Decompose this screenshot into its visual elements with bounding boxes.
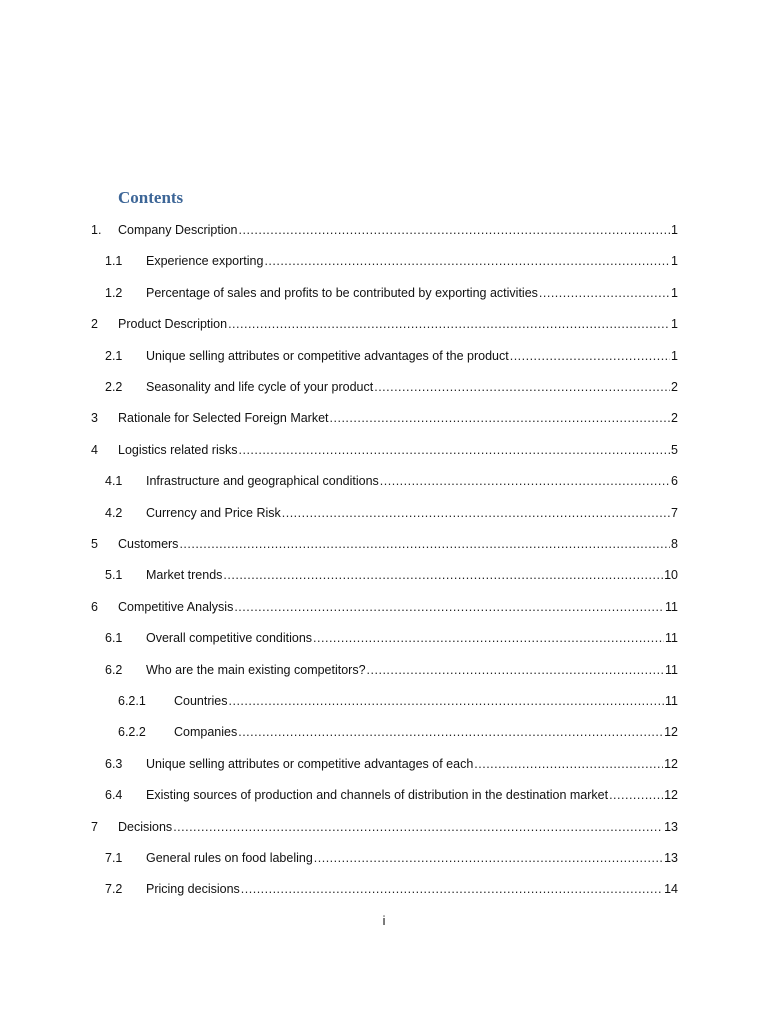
toc-dot-leader	[264, 252, 670, 270]
toc-entry[interactable]	[0, 409, 768, 427]
toc-entry-number: 7	[91, 820, 98, 834]
toc-entry[interactable]	[0, 315, 768, 333]
toc-entry-page[interactable]: 1	[671, 223, 678, 237]
toc-dot-leader	[314, 849, 663, 867]
toc-entry[interactable]	[0, 818, 768, 836]
toc-dot-leader	[539, 284, 670, 302]
toc-entry-number: 1.	[91, 223, 102, 237]
toc-entry-number: 7.2	[105, 882, 123, 896]
toc-entry-number: 5	[91, 537, 98, 551]
toc-dot-leader	[223, 566, 663, 584]
toc-entry-number: 6	[91, 600, 98, 614]
toc-entry-number: 5.1	[105, 568, 123, 582]
toc-entry-title[interactable]: Countries	[174, 694, 228, 708]
toc-dot-leader	[229, 692, 665, 710]
toc-entry-title[interactable]: Decisions	[118, 820, 173, 834]
toc-entry-page[interactable]: 5	[671, 443, 678, 457]
toc-entry[interactable]	[0, 755, 768, 773]
toc-entry[interactable]	[0, 504, 768, 522]
toc-entry-number: 4.1	[105, 474, 123, 488]
toc-entry-title[interactable]: Seasonality and life cycle of your product	[146, 380, 374, 394]
toc-heading: Contents	[118, 188, 184, 207]
toc-entry-title[interactable]: Companies	[174, 725, 238, 739]
toc-entry-number: 7.1	[105, 851, 123, 865]
toc-entry-page[interactable]: 2	[671, 411, 678, 425]
toc-entry[interactable]	[0, 598, 768, 616]
toc-dot-leader	[239, 221, 671, 239]
toc-entry-number: 6.2.1	[118, 694, 146, 708]
toc-entry-title[interactable]: Infrastructure and geographical conditions	[146, 474, 379, 488]
toc-entry-title[interactable]: Unique selling attributes or competitive advantages of each	[146, 757, 474, 771]
toc-entry-title[interactable]: Percentage of sales and profits to be contributed by exporting activities	[146, 286, 538, 300]
toc-entry-number: 1.1	[105, 254, 123, 268]
toc-entry-title[interactable]: Pricing decisions	[146, 882, 240, 896]
toc-entry-number: 6.2.2	[118, 725, 146, 739]
toc-entry-page[interactable]: 12	[664, 757, 678, 771]
toc-dot-leader	[609, 786, 663, 804]
toc-entry-page[interactable]: 8	[671, 537, 678, 551]
toc-entry[interactable]	[0, 692, 768, 710]
toc-entry-page[interactable]: 1	[671, 349, 678, 363]
toc-entry-title[interactable]: General rules on food labeling	[146, 851, 313, 865]
toc-entry[interactable]	[0, 566, 768, 584]
toc-dot-leader	[179, 535, 670, 553]
toc-entry-page[interactable]: 2	[671, 380, 678, 394]
toc-entry-number: 2.2	[105, 380, 123, 394]
toc-entry[interactable]	[0, 378, 768, 396]
toc-dot-leader	[238, 723, 663, 741]
toc-entry[interactable]	[0, 629, 768, 647]
toc-entry-page[interactable]: 10	[664, 568, 678, 582]
toc-entry[interactable]	[0, 723, 768, 741]
toc-entry-page[interactable]: 12	[664, 725, 678, 739]
toc-entry-title[interactable]: Existing sources of production and channels of distribution in the destination market	[146, 788, 609, 802]
toc-entry-page[interactable]: 14	[664, 882, 678, 896]
toc-dot-leader	[239, 441, 671, 459]
toc-entry[interactable]	[0, 347, 768, 365]
toc-entry-title[interactable]: Unique selling attributes or competitive advantages of the product	[146, 349, 509, 363]
toc-entry[interactable]	[0, 849, 768, 867]
toc-entry-number: 6.1	[105, 631, 123, 645]
toc-entry-title[interactable]: Who are the main existing competitors?	[146, 663, 366, 677]
toc-dot-leader	[380, 472, 670, 490]
toc-entry-page[interactable]: 13	[664, 851, 678, 865]
toc-entry[interactable]	[0, 535, 768, 553]
toc-entry-page[interactable]: 1	[671, 254, 678, 268]
toc-entry-page[interactable]: 1	[671, 286, 678, 300]
toc-entry-page[interactable]: 11	[665, 663, 678, 677]
page-number-footer: i	[382, 914, 386, 928]
toc-entry-page[interactable]: 7	[671, 506, 678, 520]
toc-entry-title[interactable]: Experience exporting	[146, 254, 264, 268]
toc-entry[interactable]	[0, 284, 768, 302]
toc-entry-number: 6.3	[105, 757, 123, 771]
toc-entry-title[interactable]: Logistics related risks	[118, 443, 238, 457]
toc-dot-leader	[173, 818, 663, 836]
toc-dot-leader	[234, 598, 664, 616]
toc-entry-number: 4	[91, 443, 98, 457]
toc-entry-title[interactable]: Market trends	[146, 568, 223, 582]
toc-entry-page[interactable]: 1	[671, 317, 678, 331]
toc-dot-leader	[241, 880, 663, 898]
toc-entry[interactable]	[0, 880, 768, 898]
toc-entry-title[interactable]: Competitive Analysis	[118, 600, 234, 614]
toc-dot-leader	[313, 629, 664, 647]
toc-dot-leader	[510, 347, 670, 365]
toc-entry-number: 6.4	[105, 788, 123, 802]
toc-entry[interactable]	[0, 472, 768, 490]
toc-entry-number: 6.2	[105, 663, 123, 677]
toc-entry-number: 1.2	[105, 286, 123, 300]
toc-entry[interactable]	[0, 252, 768, 270]
toc-entry-page[interactable]: 11	[665, 600, 678, 614]
toc-dot-leader	[282, 504, 670, 522]
toc-entry-title[interactable]: Company Description	[118, 223, 238, 237]
toc-entry[interactable]	[0, 441, 768, 459]
toc-dot-leader	[367, 661, 664, 679]
toc-entry[interactable]	[0, 661, 768, 679]
toc-entry-title[interactable]: Currency and Price Risk	[146, 506, 281, 520]
toc-entry[interactable]	[0, 221, 768, 239]
toc-dot-leader	[228, 315, 670, 333]
toc-entry-page[interactable]: 6	[671, 474, 678, 488]
toc-entry-page[interactable]: 13	[664, 820, 678, 834]
toc-entry-number: 2	[91, 317, 98, 331]
toc-entry-number: 3	[91, 411, 98, 425]
toc-dot-leader	[374, 378, 670, 396]
toc-entry-page[interactable]: 11	[665, 694, 678, 708]
toc-dot-leader	[474, 755, 663, 773]
toc-entry-title[interactable]: Product Description	[118, 317, 228, 331]
toc-entry-page[interactable]: 12	[664, 788, 678, 802]
toc-entry-number: 4.2	[105, 506, 123, 520]
toc-entry[interactable]	[0, 786, 768, 804]
toc-entry-title[interactable]: Rationale for Selected Foreign Market	[118, 411, 329, 425]
toc-entry-title[interactable]: Overall competitive conditions	[146, 631, 313, 645]
toc-entry-title[interactable]: Customers	[118, 537, 179, 551]
toc-entry-page[interactable]: 11	[665, 631, 678, 645]
toc-entry-number: 2.1	[105, 349, 123, 363]
toc-dot-leader	[330, 409, 671, 427]
